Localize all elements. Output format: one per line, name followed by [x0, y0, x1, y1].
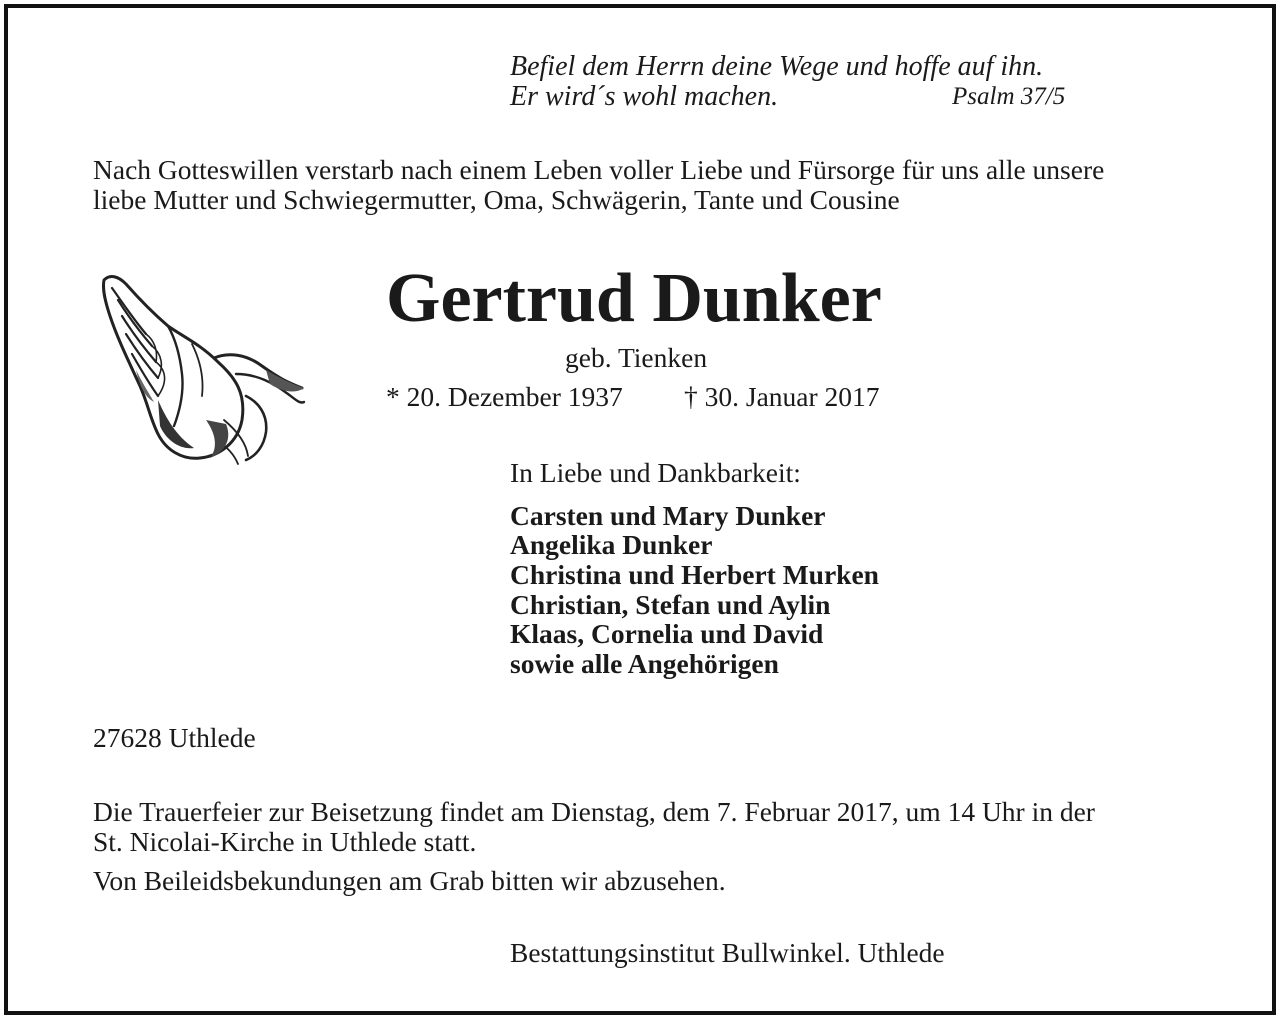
verse-reference: Psalm 37/5 — [952, 83, 1066, 110]
mourner-name: Christina und Herbert Murken — [510, 559, 879, 590]
praying-hands-icon — [96, 270, 308, 470]
ceremony-line-1: Die Trauerfeier zur Beisetzung findet am Dienstag, dem 7. Februar 2017, um 14 Uhr in der — [93, 796, 1095, 827]
mourner-name: sowie alle Angehörigen — [510, 648, 779, 679]
mourner-name: Angelika Dunker — [510, 529, 713, 560]
ceremony-line-3: Von Beileidsbekundungen am Grab bitten wir abzusehen. — [93, 865, 726, 896]
birth-date: * 20. Dezember 1937 — [386, 381, 623, 412]
death-date: † 30. Januar 2017 — [684, 381, 880, 412]
mourner-name: Christian, Stefan und Aylin — [510, 589, 831, 620]
undertaker: Bestattungsinstitut Bullwinkel. Uthlede — [510, 937, 945, 968]
verse-line-1: Befiel dem Herrn deine Wege und hoffe auf ihn. — [510, 51, 1044, 82]
maiden-name: geb. Tienken — [565, 342, 708, 373]
verse-line-2: Er wird´s wohl machen. — [510, 81, 779, 112]
deceased-name: Gertrud Dunker — [386, 260, 882, 337]
ceremony-line-2: St. Nicolai-Kirche in Uthlede statt. — [93, 826, 477, 857]
intro-line-1: Nach Gotteswillen verstarb nach einem Leben voller Liebe und Fürsorge für uns alle unsere — [93, 154, 1105, 185]
location: 27628 Uthlede — [93, 722, 256, 753]
mourner-name: Klaas, Cornelia und David — [510, 618, 824, 649]
mourners-heading: In Liebe und Dankbarkeit: — [510, 457, 801, 488]
mourner-name: Carsten und Mary Dunker — [510, 500, 826, 531]
intro-line-2: liebe Mutter und Schwiegermutter, Oma, Schwägerin, Tante und Cousine — [93, 184, 900, 215]
